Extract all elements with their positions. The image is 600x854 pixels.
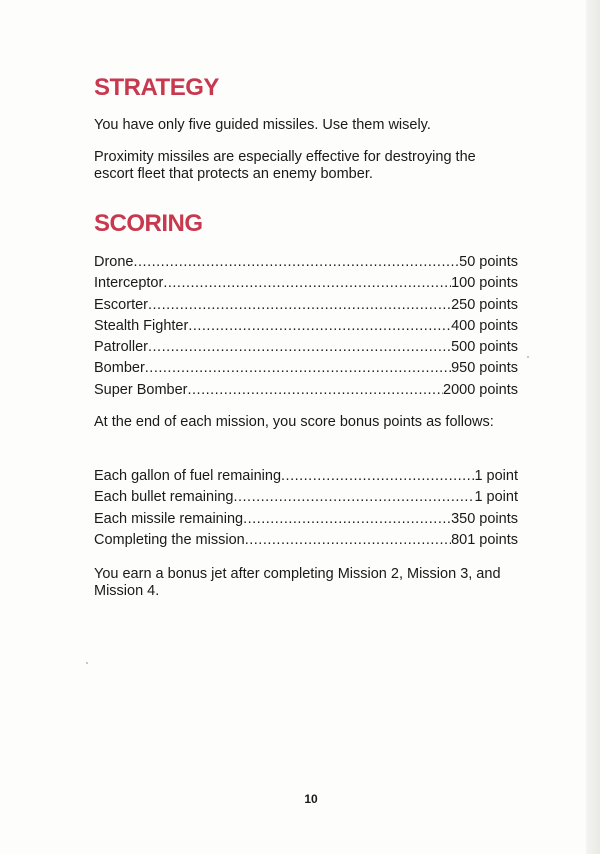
- bonus-row-bullet: [94, 489, 518, 510]
- dot-leader: [145, 360, 451, 376]
- dot-leader: [188, 318, 451, 334]
- score-item-points: 500 points: [451, 339, 518, 356]
- bonus-item-name: Each gallon of fuel remaining: [94, 468, 282, 484]
- score-row-patroller: [94, 339, 518, 360]
- dot-leader: [243, 511, 451, 527]
- score-item-name: Drone: [94, 254, 134, 270]
- score-item-name: Interceptor: [94, 275, 164, 292]
- score-item-points: 2000 points: [443, 381, 518, 398]
- strategy-heading: STRATEGY: [94, 74, 219, 101]
- bonus-item-name: Completing the mission: [94, 531, 245, 548]
- bonus-intro-text: At the end of each mission, you score bonus points as follows:: [94, 414, 494, 430]
- score-item-points: 100 points: [451, 275, 518, 292]
- bonus-row-mission: [94, 532, 518, 553]
- bonus-item-points: 801 points: [451, 531, 518, 548]
- bonus-jet-text: You earn a bonus jet after completing Mission 2, Mission 3, and Mission 4.: [94, 566, 501, 599]
- scoring-heading: SCORING: [94, 210, 203, 237]
- dot-leader: [134, 254, 460, 270]
- dot-leader: [245, 532, 451, 548]
- score-item-name: Super Bomber: [94, 381, 188, 398]
- dot-leader: [148, 339, 451, 355]
- score-row-escorter: [94, 297, 518, 318]
- score-item-name: Bomber: [94, 360, 145, 377]
- dot-leader: [233, 489, 474, 505]
- score-item-points: 950 points: [451, 360, 518, 377]
- enemy-points-list: [94, 254, 518, 403]
- dot-leader: [148, 297, 451, 313]
- score-item-name: Patroller: [94, 339, 148, 356]
- score-item-name: Stealth Fighter: [94, 317, 189, 334]
- bonus-points-list: [94, 468, 518, 553]
- bonus-item-points: 1 point: [474, 489, 518, 506]
- paper-speck: [527, 356, 529, 358]
- score-row-super-bomber: [94, 382, 518, 403]
- bonus-item-points: 350 points: [451, 510, 518, 527]
- dot-leader: [281, 468, 474, 484]
- strategy-proximity-text: Proximity missiles are especially effective for destroying the escort fleet that protects an enemy bomber.: [94, 149, 476, 182]
- bonus-row-missile: [94, 511, 518, 532]
- strategy-missiles-text: You have only five guided missiles. Use them wisely.: [94, 117, 431, 133]
- page-number: 10: [304, 792, 318, 806]
- score-row-stealth-fighter: [94, 318, 518, 339]
- score-row-interceptor: [94, 275, 518, 296]
- bonus-item-name: Each bullet remaining: [94, 489, 234, 506]
- score-item-name: Escorter: [94, 296, 148, 313]
- score-item-points: 400 points: [451, 317, 518, 334]
- bonus-row-fuel: [94, 468, 518, 489]
- paper-speck: [86, 662, 88, 664]
- dot-leader: [163, 275, 451, 291]
- score-row-drone: [94, 254, 518, 275]
- score-item-points: 250 points: [451, 296, 518, 313]
- score-item-points: 50 points: [459, 254, 518, 270]
- score-row-bomber: [94, 360, 518, 381]
- bonus-item-points: 1 point: [474, 468, 518, 484]
- page-edge-shadow: [586, 0, 600, 854]
- bonus-item-name: Each missile remaining: [94, 510, 244, 527]
- dot-leader: [188, 382, 444, 398]
